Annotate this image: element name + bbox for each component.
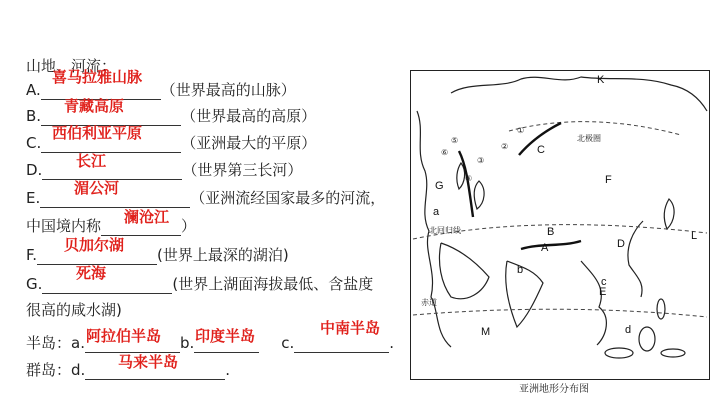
answer-islands-d: 马来半岛: [118, 353, 179, 371]
map-num-5: ⑤: [451, 136, 459, 145]
question-b-label: B.: [26, 107, 42, 125]
question-d-label: D.: [26, 161, 43, 179]
answer-pen-b: 印度半岛: [195, 327, 256, 345]
map-caption: 亚洲地形分布图: [519, 384, 589, 395]
indochina-outline: [581, 261, 606, 345]
mountain-range-a: [521, 241, 581, 249]
islands-end: .: [225, 361, 231, 379]
map-num-3: ③: [477, 156, 485, 165]
question-f-desc: (世界上最深的湖泊): [157, 246, 289, 264]
map-label-E: E: [599, 286, 607, 298]
answer-blank-g: [42, 277, 172, 294]
question-d: [26, 160, 302, 180]
equator-line: [413, 309, 707, 317]
east-coastline: [628, 221, 643, 297]
question-e-desc: （亚洲流经国家最多的河流，: [190, 189, 386, 207]
answer-b: 青藏高原: [64, 97, 125, 115]
question-e-close: ）: [181, 217, 197, 235]
peninsula-label: 半岛：a.: [26, 334, 85, 352]
question-g-desc: (世界上湖面海拔最低、含盐度: [172, 275, 374, 293]
map-label-M: M: [481, 326, 491, 338]
island-1: [605, 348, 633, 358]
map-num-1: ①: [517, 126, 525, 135]
question-c-desc: （亚洲最大的平原）: [181, 134, 317, 152]
arctic-coastline: [451, 77, 707, 111]
map-label-a-small: a: [433, 206, 440, 218]
answer-c: 西伯利亚平原: [52, 124, 143, 142]
island-4: [657, 299, 665, 319]
map-label-d-small: d: [625, 324, 632, 336]
map-drawing: [411, 71, 709, 379]
question-a-desc: （世界最高的山脉）: [160, 81, 296, 99]
mountain-range-ural: [459, 151, 473, 217]
map-label-c-small: c: [601, 276, 607, 288]
question-d-desc: （世界第三长河）: [182, 161, 303, 179]
answer-e2: 澜沧江: [124, 208, 170, 226]
map-label-b-small: b: [517, 264, 524, 276]
map-num-4: ④: [465, 174, 473, 183]
question-f-label: F.: [26, 246, 37, 264]
question-e-label: E.: [26, 189, 41, 207]
map-label-F: F: [605, 174, 612, 186]
map-label-k: K: [597, 74, 605, 86]
question-a-label: A.: [26, 81, 41, 99]
peninsula-c-label: c.: [281, 334, 295, 352]
question-c-label: C.: [26, 134, 42, 152]
map-label-tropic: 北回归线: [429, 226, 461, 235]
island-2: [639, 327, 655, 351]
answer-e: 湄公河: [74, 179, 120, 197]
map-label-B: B: [547, 226, 555, 238]
map-label-c: C: [537, 144, 545, 156]
map-label-g: G: [435, 180, 444, 192]
inland-sea: [457, 163, 465, 189]
answer-blank-pen-c: [294, 336, 389, 353]
question-e-cont-text: 中国境内称: [26, 217, 102, 235]
caspian-sea: [474, 181, 484, 209]
answer-d: 长江: [76, 152, 107, 170]
map-label-equator: 赤道: [421, 298, 437, 307]
arctic-circle-line: [509, 122, 681, 135]
island-3: [661, 349, 685, 357]
map-num-2: ②: [501, 142, 509, 151]
map-label-L: L: [691, 230, 698, 242]
question-e-continued: [26, 216, 196, 236]
question-g-label: G.: [26, 275, 43, 293]
asia-terrain-map: [410, 70, 710, 380]
peninsula-end: .: [389, 334, 395, 352]
answer-pen-c: 中南半岛: [320, 319, 381, 337]
map-label-A: A: [541, 242, 549, 254]
map-label-arctic: 北极圈: [577, 134, 601, 143]
map-label-D: D: [617, 238, 625, 250]
answer-f: 贝加尔湖: [64, 236, 125, 254]
answer-pen-a: 阿拉伯半岛: [86, 327, 162, 345]
islands-label: 群岛：d.: [26, 361, 86, 379]
answer-g: 死海: [76, 264, 107, 282]
arabia-outline: [439, 243, 489, 299]
section-heading: 山地、河流：: [26, 57, 117, 75]
japan-outline: [664, 199, 674, 229]
india-outline: [506, 261, 543, 327]
question-g-continued: 很高的咸水湖): [26, 301, 122, 319]
peninsula-b-label: b.: [179, 334, 195, 352]
answer-a: 喜马拉雅山脉: [52, 68, 143, 86]
question-b-desc: （世界最高的高原）: [181, 107, 317, 125]
map-num-6: ⑥: [441, 148, 449, 157]
